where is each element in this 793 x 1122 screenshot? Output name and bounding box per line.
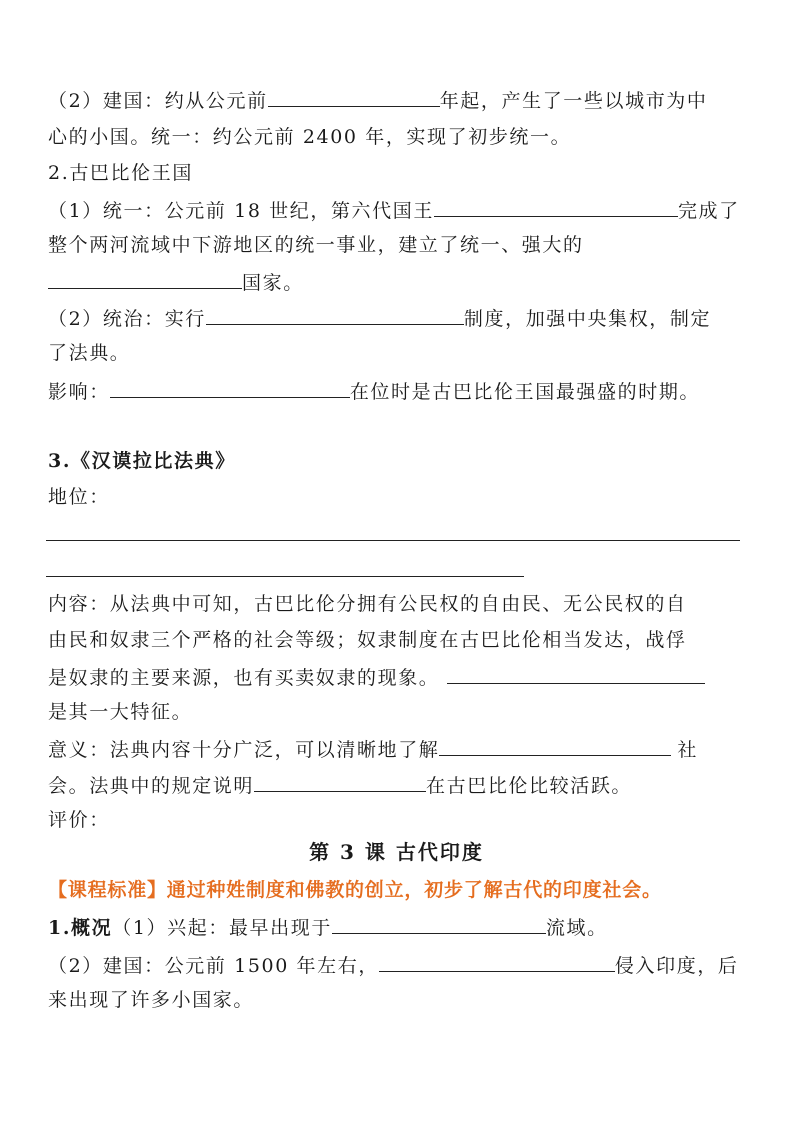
- line-babylon-rule: [48, 304, 748, 332]
- line-status: [48, 484, 748, 510]
- line-overview: [48, 913, 748, 941]
- line-babylon-unify: [48, 196, 748, 224]
- answer-blank[interactable]: [268, 86, 440, 107]
- text: 会。法典中的规定说明: [48, 775, 255, 797]
- answer-line[interactable]: [46, 576, 524, 577]
- text: （2）统治：实行: [48, 308, 206, 330]
- answer-blank[interactable]: [332, 913, 546, 934]
- line-founding: [48, 86, 748, 114]
- heading-babylon: [48, 160, 748, 186]
- text: 整个两河流域中下游地区的统一事业，建立了统一、强大的: [48, 234, 584, 256]
- text: 地位：: [48, 486, 110, 508]
- answer-blank[interactable]: [439, 735, 671, 756]
- text: 年起，产生了一些以城市为中: [439, 90, 708, 112]
- line-content-3: [48, 663, 748, 691]
- heading-text: 3.《汉谟拉比法典》: [48, 450, 236, 472]
- text: 国家。: [242, 272, 304, 294]
- answer-blank[interactable]: [254, 771, 426, 792]
- line-content-4: [48, 699, 748, 725]
- text: 是奴隶的主要来源，也有买卖奴隶的现象。: [48, 667, 440, 689]
- line-meaning-2: [48, 771, 748, 799]
- line-babylon-unify-3: [48, 268, 748, 296]
- text: （1）统一：公元前 18 世纪，第六代国王: [48, 200, 434, 222]
- answer-blank[interactable]: [447, 663, 705, 684]
- overview-label: 1.概况: [48, 917, 113, 939]
- answer-line[interactable]: [46, 540, 740, 541]
- lesson-title: 第 3 课 古代印度: [309, 840, 484, 864]
- course-standard: [48, 877, 748, 903]
- text: 侵入印度，后: [614, 955, 739, 977]
- text: 社: [677, 739, 699, 761]
- line-content-2: [48, 627, 748, 653]
- text: 流域。: [545, 917, 608, 939]
- text: 心的小国。统一：约公元前 2400 年，实现了初步统一。: [48, 126, 572, 148]
- text: 由民和奴隶三个严格的社会等级；奴隶制度在古巴比伦相当发达，战俘: [48, 629, 687, 651]
- text: 在古巴比伦比较活跃。: [426, 775, 633, 797]
- line-babylon-unify-2: [48, 232, 748, 258]
- line-babylon-rule-2: [48, 340, 748, 366]
- text: （1）兴起：最早出现于: [112, 917, 332, 939]
- heading-code: [48, 448, 748, 474]
- line-india-founding-2: [48, 987, 748, 1013]
- text: 来出现了许多小国家。: [48, 989, 255, 1011]
- text: （2）建国：公元前 1500 年左右，: [48, 955, 379, 977]
- text: （2）建国：约从公元前: [48, 90, 268, 112]
- text: 是其一大特征。: [48, 701, 193, 723]
- line-content-1: [48, 591, 748, 617]
- answer-blank[interactable]: [206, 304, 464, 325]
- text: 影响：: [48, 381, 110, 403]
- text: 在位时是古巴比伦王国最强盛的时期。: [349, 381, 701, 403]
- answer-blank[interactable]: [379, 951, 615, 972]
- line-unification: [48, 124, 748, 150]
- line-evaluation: [48, 807, 748, 833]
- answer-blank[interactable]: [48, 268, 242, 289]
- answer-blank[interactable]: [110, 377, 350, 398]
- text: 完成了: [677, 200, 740, 222]
- standard-text: 【课程标准】通过种姓制度和佛教的创立，初步了解古代的印度社会。: [48, 879, 662, 901]
- line-babylon-impact: [48, 377, 748, 405]
- text: 评价：: [48, 809, 110, 831]
- text: 了法典。: [48, 342, 131, 364]
- line-meaning: [48, 735, 748, 763]
- text: 制度，加强中央集权，制定: [463, 308, 712, 330]
- line-india-founding: [48, 951, 748, 979]
- text: 意义：法典内容十分广泛，可以清晰地了解: [48, 739, 440, 761]
- text: 内容：从法典中可知，古巴比伦分拥有公民权的自由民、无公民权的自: [48, 593, 687, 615]
- heading-text: 2.古巴比伦王国: [48, 162, 193, 184]
- answer-blank[interactable]: [434, 196, 678, 217]
